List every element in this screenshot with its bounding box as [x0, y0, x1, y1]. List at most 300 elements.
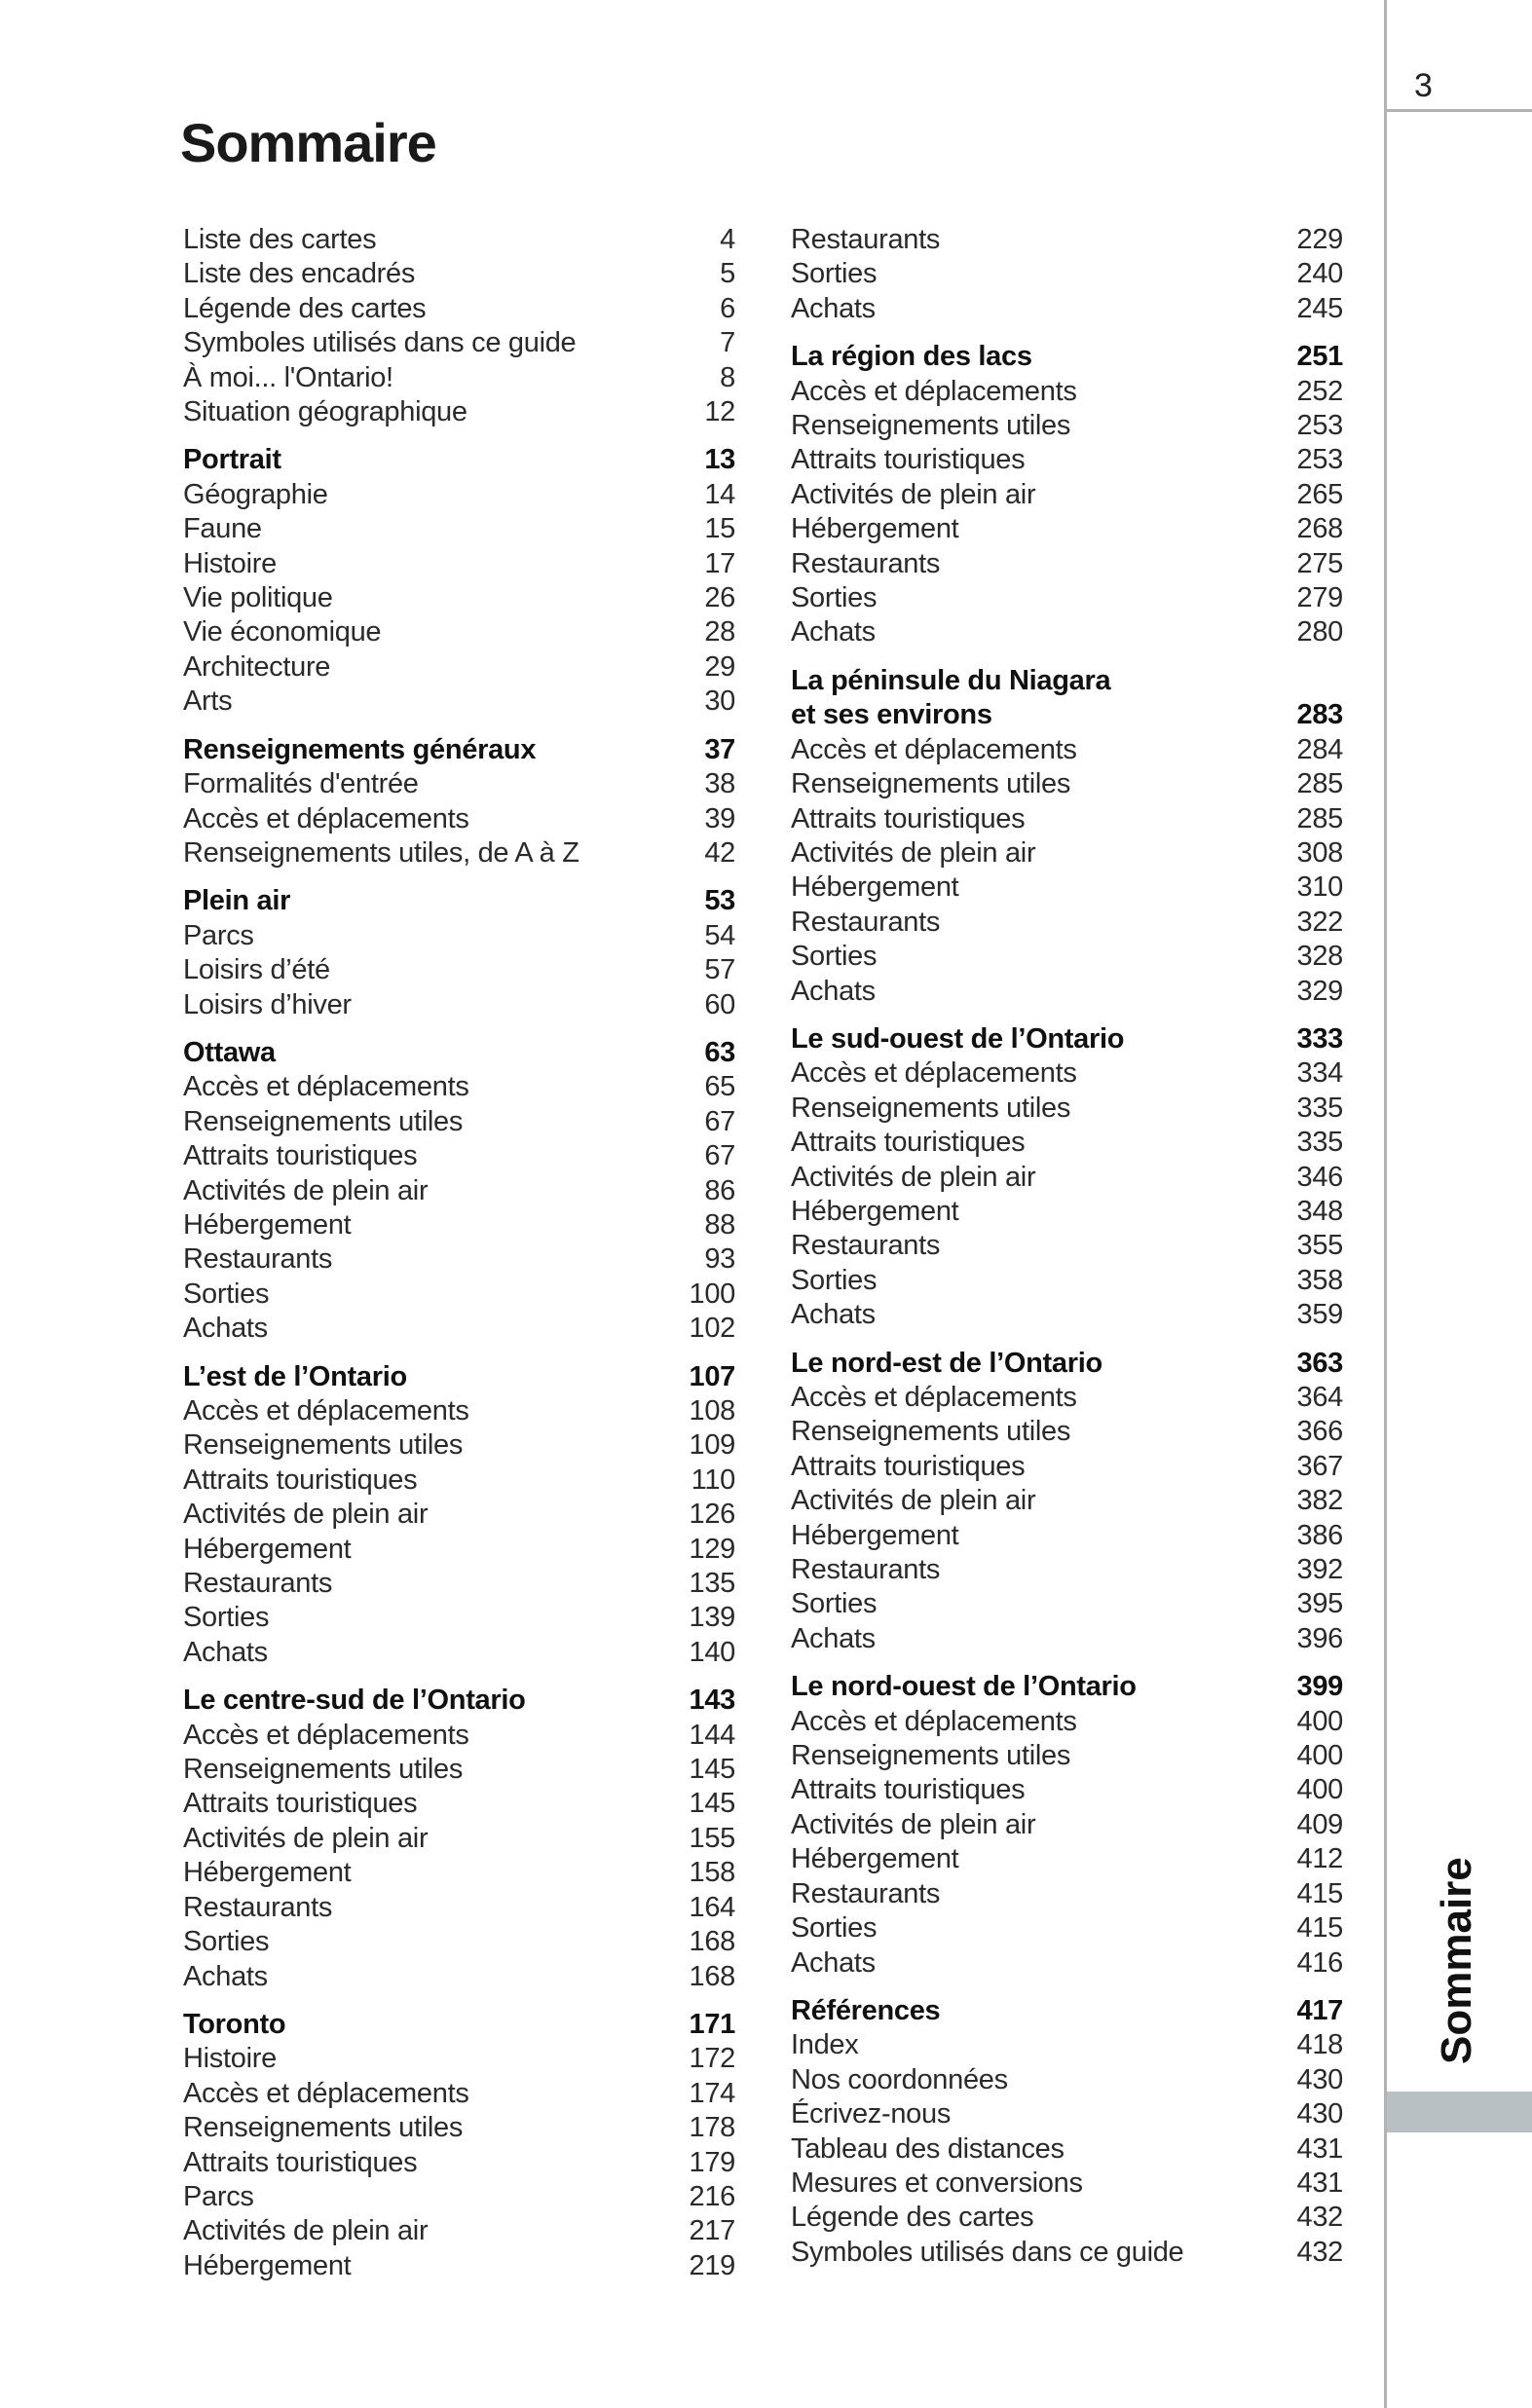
toc-entry[interactable]: [183, 988, 735, 1022]
toc-entry-page: 366: [1296, 1416, 1343, 1448]
toc-entry-page: 216: [689, 2180, 735, 2212]
page-number: 3: [1414, 67, 1433, 104]
toc-entry[interactable]: [791, 802, 1343, 836]
toc-entry[interactable]: [183, 615, 735, 649]
section-heading-page: 399: [1296, 1671, 1343, 1703]
toc-entry-label: Nos coordonnées: [791, 2063, 1008, 2095]
section-heading-label: L’est de l’Ontario: [183, 1360, 407, 1392]
toc-entry[interactable]: [791, 1056, 1343, 1091]
toc-entry-label: Attraits touristiques: [183, 2146, 418, 2178]
toc-section: [183, 1036, 735, 1347]
toc-entry-label: Activités de plein air: [791, 1485, 1036, 1517]
section-heading-page: 171: [689, 2008, 735, 2040]
toc-entry[interactable]: [183, 1174, 735, 1208]
toc-entry-page: 412: [1296, 1843, 1343, 1875]
toc-entry-label: Restaurants: [183, 1891, 333, 1923]
toc-entry-label: Accès et déplacements: [183, 1071, 469, 1103]
section-heading[interactable]: [791, 1347, 1343, 1381]
toc-entry-page: 86: [704, 1174, 735, 1206]
toc-entry-page: 140: [689, 1636, 735, 1668]
section-heading-label: Le nord-est de l’Ontario: [791, 1347, 1102, 1379]
toc-entry-page: 240: [1296, 258, 1343, 290]
toc-entry-label: Attraits touristiques: [791, 444, 1026, 476]
toc-entry-label: Sorties: [183, 1602, 270, 1634]
section-heading-label: Renseignements généraux: [183, 733, 537, 765]
section-heading-page: 107: [689, 1360, 735, 1392]
toc-entry-page: 168: [689, 1960, 735, 1992]
toc-entry-label: Loisirs d’été: [183, 954, 330, 986]
toc-entry-page: 15: [704, 513, 735, 545]
section-heading-label: Ottawa: [183, 1036, 276, 1068]
toc-entry[interactable]: [791, 1264, 1343, 1298]
section-heading[interactable]: [791, 1022, 1343, 1056]
toc-entry[interactable]: [183, 1312, 735, 1346]
toc-entry-label: Symboles utilisés dans ce guide: [183, 327, 577, 359]
section-heading[interactable]: [183, 884, 735, 918]
toc-entry[interactable]: [183, 1925, 735, 1959]
toc-entry-label: Attraits touristiques: [183, 1788, 418, 1820]
toc-entry[interactable]: [183, 1105, 735, 1139]
toc-entry-page: 322: [1296, 906, 1343, 938]
toc-entry-page: 5: [720, 258, 735, 290]
section-heading-page: 363: [1296, 1347, 1343, 1379]
toc-entry[interactable]: [791, 1877, 1343, 1911]
toc-entry-label: Activités de plein air: [791, 1808, 1036, 1840]
toc-entry-page: 229: [1296, 224, 1343, 255]
toc-entry[interactable]: [791, 1195, 1343, 1229]
toc-entry-page: 17: [704, 547, 735, 579]
toc-entry[interactable]: [183, 1601, 735, 1635]
toc-entry-page: 39: [704, 802, 735, 834]
toc-entry-page: 252: [1296, 375, 1343, 407]
toc-entry-label: Achats: [791, 975, 876, 1007]
toc-entry-label: Sorties: [791, 258, 878, 290]
toc-entry-label: Restaurants: [183, 1568, 333, 1600]
toc-entry[interactable]: [791, 2063, 1343, 2097]
section-heading-label: Plein air: [183, 885, 291, 917]
toc-entry-page: 28: [704, 616, 735, 648]
toc-entry-page: 364: [1296, 1382, 1343, 1413]
page-number-box: [1387, 0, 1532, 112]
toc-entry-label: Restaurants: [791, 1230, 941, 1262]
toc-entry-page: 348: [1296, 1195, 1343, 1227]
toc-entry[interactable]: [183, 1567, 735, 1601]
toc-entry-label: Attraits touristiques: [791, 1450, 1026, 1482]
toc-entry-page: 168: [689, 1926, 735, 1958]
toc-entry-label: Renseignements utiles: [183, 1105, 464, 1137]
toc-entry-page: 4: [720, 224, 735, 255]
toc-entry-label: Géographie: [183, 478, 328, 510]
toc-entry[interactable]: [183, 1242, 735, 1277]
toc-entry-label: Liste des encadrés: [183, 258, 416, 290]
section-heading-page: 143: [689, 1685, 735, 1717]
toc-entry[interactable]: [183, 1636, 735, 1670]
toc-entry-page: 431: [1296, 2167, 1343, 2199]
toc-entry[interactable]: [791, 257, 1343, 291]
toc-entry[interactable]: [791, 1911, 1343, 1945]
toc-entry[interactable]: [183, 1719, 735, 1753]
toc-entry-page: 93: [704, 1243, 735, 1276]
toc-entry-page: 275: [1296, 547, 1343, 579]
toc-entry-label: Achats: [791, 1946, 876, 1979]
toc-entry[interactable]: [183, 512, 735, 546]
toc-entry[interactable]: [791, 733, 1343, 767]
toc-section: [183, 443, 735, 719]
toc-entry-label: Hébergement: [791, 513, 959, 545]
sidebar-marker: [1387, 2092, 1532, 2132]
toc-entry-page: 38: [704, 768, 735, 800]
toc-entry[interactable]: [791, 1381, 1343, 1415]
toc-entry[interactable]: [791, 1161, 1343, 1195]
toc-entry[interactable]: [791, 581, 1343, 615]
toc-entry[interactable]: [791, 940, 1343, 974]
toc-entry[interactable]: [791, 1553, 1343, 1587]
toc-entry[interactable]: [183, 650, 735, 685]
toc-entry-label: Renseignements utiles: [183, 1754, 464, 1786]
toc-entry[interactable]: [183, 1960, 735, 1994]
toc-entry[interactable]: [183, 1533, 735, 1567]
toc-entry-label: Attraits touristiques: [183, 1463, 418, 1496]
toc-entry-page: 334: [1296, 1057, 1343, 1090]
toc-entry-page: 219: [689, 2249, 735, 2281]
toc-entry[interactable]: [791, 2132, 1343, 2167]
toc-entry-page: 164: [689, 1891, 735, 1923]
toc-entry-page: 7: [720, 327, 735, 359]
toc-entry-label: Renseignements utiles: [791, 410, 1071, 442]
toc-entry-page: 126: [689, 1499, 735, 1531]
toc-entry-page: 359: [1296, 1299, 1343, 1331]
toc-entry-label: Accès et déplacements: [791, 1705, 1077, 1737]
section-heading-page: 63: [704, 1036, 735, 1068]
toc-entry-label: Hébergement: [791, 871, 959, 904]
toc-entry-label: Accès et déplacements: [183, 1719, 469, 1751]
toc-entry-page: 253: [1296, 410, 1343, 442]
toc-entry[interactable]: [183, 953, 735, 987]
toc-entry-label: Mesures et conversions: [791, 2167, 1083, 2199]
toc-entry[interactable]: [791, 1298, 1343, 1332]
toc-entry-label: Activités de plein air: [183, 1822, 429, 1854]
toc-entry[interactable]: [183, 802, 735, 836]
toc-entry[interactable]: [791, 2097, 1343, 2131]
toc-entry-label: Vie économique: [183, 616, 382, 648]
toc-entry-page: 279: [1296, 582, 1343, 614]
toc-entry-label: Symboles utilisés dans ce guide: [791, 2236, 1184, 2268]
toc-entry-label: Accès et déplacements: [791, 1382, 1077, 1413]
toc-entry[interactable]: [183, 836, 735, 871]
toc-section: [791, 664, 1343, 1009]
toc-entry[interactable]: [183, 1787, 735, 1821]
page-title: Sommaire: [180, 112, 436, 173]
toc-entry-label: Sorties: [183, 1926, 270, 1958]
toc-entry[interactable]: [183, 919, 735, 953]
toc-entry-page: 284: [1296, 733, 1343, 765]
toc-entry-label: Accès et déplacements: [791, 733, 1077, 765]
toc-entry[interactable]: [183, 2042, 735, 2076]
section-heading[interactable]: [791, 698, 1343, 732]
toc-entry[interactable]: [791, 1808, 1343, 1842]
section-heading[interactable]: [183, 1684, 735, 1718]
toc-entry[interactable]: [183, 2111, 735, 2145]
toc-entry[interactable]: [791, 223, 1343, 257]
toc-entry[interactable]: [791, 1842, 1343, 1876]
toc-entry-label: Activités de plein air: [791, 478, 1036, 510]
toc-entry-label: Achats: [791, 292, 876, 324]
toc-entry[interactable]: [791, 478, 1343, 512]
toc-entry-page: 155: [689, 1822, 735, 1854]
toc-entry-label: Faune: [183, 513, 262, 545]
toc-entry-label: Sorties: [791, 941, 878, 973]
toc-entry[interactable]: [183, 1278, 735, 1312]
toc-entry[interactable]: [791, 547, 1343, 581]
toc-entry[interactable]: [791, 615, 1343, 649]
toc-entry-label: Hébergement: [183, 1208, 352, 1241]
toc-entry[interactable]: [791, 2028, 1343, 2062]
section-heading-label: Le sud-ouest de l’Ontario: [791, 1022, 1125, 1055]
toc-entry[interactable]: [791, 443, 1343, 477]
toc-entry-page: 102: [689, 1313, 735, 1345]
toc-entry-label: Achats: [183, 1313, 268, 1345]
toc-entry-label: Vie politique: [183, 582, 333, 614]
toc-entry-page: 382: [1296, 1485, 1343, 1517]
toc-entry[interactable]: [183, 2249, 735, 2283]
toc-entry-label: Situation géographique: [183, 396, 467, 428]
section-heading-label: La région des lacs: [791, 341, 1032, 373]
toc-entry-page: 65: [704, 1071, 735, 1103]
toc-entry-label: Accès et déplacements: [791, 375, 1077, 407]
toc-entry-page: 415: [1296, 1912, 1343, 1945]
toc-section: [183, 223, 735, 429]
toc-entry-label: Architecture: [183, 650, 331, 683]
toc-section: [791, 1022, 1343, 1333]
toc-section: [183, 2008, 735, 2283]
toc-entry-page: 245: [1296, 292, 1343, 324]
toc-entry[interactable]: [791, 409, 1343, 443]
toc-entry-label: Hébergement: [791, 1195, 959, 1227]
toc-entry[interactable]: [791, 1587, 1343, 1621]
toc-entry-page: 67: [704, 1140, 735, 1172]
section-heading[interactable]: [183, 1036, 735, 1070]
toc-entry-page: 158: [689, 1857, 735, 1889]
toc-entry-label: Attraits touristiques: [183, 1140, 418, 1172]
toc-entry-label: Index: [791, 2029, 859, 2061]
toc-entry-page: 12: [704, 396, 735, 428]
toc-entry[interactable]: [791, 1705, 1343, 1739]
toc-entry-label: Restaurants: [791, 547, 941, 579]
toc-entry-page: 30: [704, 685, 735, 718]
toc-entry-label: Tableau des distances: [791, 2132, 1065, 2165]
toc-entry-page: 268: [1296, 513, 1343, 545]
toc-entry-label: Sorties: [791, 582, 878, 614]
toc-entry-page: 67: [704, 1105, 735, 1137]
section-heading-label: Toronto: [183, 2008, 286, 2040]
toc-entry[interactable]: [183, 1498, 735, 1532]
toc-entry[interactable]: [183, 2077, 735, 2111]
toc-entry[interactable]: [791, 1229, 1343, 1263]
toc-entry[interactable]: [183, 1208, 735, 1242]
toc-entry-label: Renseignements utiles: [791, 768, 1071, 800]
section-heading[interactable]: [791, 1994, 1343, 2028]
toc-entry-page: 178: [689, 2112, 735, 2144]
toc-entry[interactable]: [791, 1126, 1343, 1160]
toc-entry-label: Renseignements utiles: [183, 2112, 464, 2144]
toc-entry-page: 355: [1296, 1230, 1343, 1262]
toc-entry-page: 346: [1296, 1161, 1343, 1193]
toc-entry[interactable]: [791, 1622, 1343, 1656]
toc-entry[interactable]: [791, 512, 1343, 546]
toc-entry-page: 416: [1296, 1946, 1343, 1979]
toc-entry-label: Achats: [791, 1622, 876, 1654]
toc-entry[interactable]: [183, 767, 735, 801]
toc-entry[interactable]: [791, 1946, 1343, 1981]
toc-entry[interactable]: [183, 1070, 735, 1104]
toc-entry-page: 329: [1296, 975, 1343, 1007]
toc-entry[interactable]: [791, 1092, 1343, 1126]
toc-entry-page: 432: [1296, 2202, 1343, 2234]
toc-entry-label: Parcs: [183, 2180, 254, 2212]
toc-entry-page: 409: [1296, 1808, 1343, 1840]
toc-entry[interactable]: [183, 547, 735, 581]
section-heading[interactable]: [183, 733, 735, 767]
toc-entry[interactable]: [791, 375, 1343, 409]
sidebar-tab: [1384, 0, 1532, 2408]
section-heading-line[interactable]: La péninsule du Niagara: [791, 664, 1111, 696]
toc-section: [791, 1994, 1343, 2270]
section-heading[interactable]: [183, 1360, 735, 1394]
toc-entry[interactable]: [183, 223, 735, 257]
toc-entry-page: 217: [689, 2215, 735, 2247]
toc-entry-page: 54: [704, 919, 735, 951]
toc-entry[interactable]: [791, 1519, 1343, 1553]
toc-entry[interactable]: [183, 1394, 735, 1428]
section-heading[interactable]: [183, 2008, 735, 2042]
toc-entry-page: 431: [1296, 2132, 1343, 2165]
toc-entry-page: 400: [1296, 1740, 1343, 1772]
toc-entry-page: 100: [689, 1278, 735, 1310]
toc-entry[interactable]: [183, 478, 735, 512]
toc-entry[interactable]: [183, 1822, 735, 1856]
toc-entry-label: Renseignements utiles: [791, 1740, 1071, 1772]
toc-entry[interactable]: [183, 292, 735, 326]
toc-entry-label: Sorties: [791, 1264, 878, 1296]
toc-entry-label: Légende des cartes: [183, 292, 427, 324]
toc-entry-label: Attraits touristiques: [791, 802, 1026, 834]
toc-entry-page: 60: [704, 988, 735, 1020]
section-heading-label: Le centre-sud de l’Ontario: [183, 1685, 526, 1717]
toc-entry-label: Renseignements utiles: [791, 1092, 1071, 1124]
toc-entry[interactable]: [183, 1856, 735, 1890]
toc-entry[interactable]: [791, 1773, 1343, 1807]
toc-entry-page: 179: [689, 2146, 735, 2178]
toc-entry-label: Activités de plein air: [183, 1174, 429, 1206]
toc-entry-page: 418: [1296, 2029, 1343, 2061]
toc-entry[interactable]: [183, 1428, 735, 1463]
toc-entry-label: Activités de plein air: [791, 1161, 1036, 1193]
toc-entry-label: Restaurants: [183, 1243, 333, 1276]
toc-section: [183, 884, 735, 1022]
toc-entry[interactable]: [183, 581, 735, 615]
toc-entry-page: 29: [704, 650, 735, 683]
toc-entry-label: Restaurants: [791, 224, 941, 255]
toc-entry-label: Restaurants: [791, 1554, 941, 1586]
toc-entry[interactable]: [183, 1891, 735, 1925]
toc-entry[interactable]: [791, 836, 1343, 871]
toc-entry-label: Légende des cartes: [791, 2202, 1034, 2234]
toc-entry-page: 335: [1296, 1127, 1343, 1159]
toc-entry[interactable]: [791, 2167, 1343, 2201]
toc-entry-label: Loisirs d’hiver: [183, 988, 352, 1020]
toc-entry[interactable]: [183, 361, 735, 395]
toc-entry-page: 432: [1296, 2236, 1343, 2268]
toc-entry-page: 280: [1296, 616, 1343, 648]
toc-entry-page: 367: [1296, 1450, 1343, 1482]
toc-entry[interactable]: [183, 2180, 735, 2214]
toc-entry[interactable]: [183, 257, 735, 291]
toc-entry-page: 392: [1296, 1554, 1343, 1586]
toc-entry[interactable]: [791, 1739, 1343, 1773]
toc-entry-page: 310: [1296, 871, 1343, 904]
section-heading-page: 333: [1296, 1022, 1343, 1055]
toc-entry[interactable]: [791, 1415, 1343, 1449]
toc-entry-page: 430: [1296, 2098, 1343, 2130]
toc-entry[interactable]: [791, 2236, 1343, 2270]
toc-entry[interactable]: [791, 292, 1343, 326]
toc-entry-label: Arts: [183, 685, 233, 718]
toc-entry[interactable]: [183, 2214, 735, 2248]
toc-entry[interactable]: [183, 326, 735, 360]
toc-section: [791, 340, 1343, 650]
toc-entry-label: Restaurants: [791, 1877, 941, 1909]
toc-entry[interactable]: [791, 2201, 1343, 2235]
toc-entry-label: Hébergement: [183, 1857, 352, 1889]
toc-entry-label: Écrivez-nous: [791, 2098, 952, 2130]
toc-entry[interactable]: [183, 1139, 735, 1173]
toc-entry-label: Hébergement: [791, 1843, 959, 1875]
toc-section: [791, 223, 1343, 326]
toc-entry[interactable]: [791, 1484, 1343, 1518]
toc-entry-label: Parcs: [183, 919, 254, 951]
toc-entry-page: 57: [704, 954, 735, 986]
toc-entry-label: Achats: [791, 1299, 876, 1331]
section-heading-label: Le nord-ouest de l’Ontario: [791, 1671, 1137, 1703]
toc-entry[interactable]: [791, 1450, 1343, 1484]
section-heading-label: Références: [791, 1994, 941, 2026]
toc-entry[interactable]: [183, 1463, 735, 1498]
section-heading[interactable]: [791, 1670, 1343, 1704]
toc-entry[interactable]: [791, 975, 1343, 1009]
toc-entry[interactable]: [183, 685, 735, 719]
toc-entry[interactable]: [791, 871, 1343, 905]
toc-entry[interactable]: [183, 2146, 735, 2180]
toc-entry[interactable]: [183, 395, 735, 429]
toc-entry-label: Renseignements utiles: [183, 1429, 464, 1462]
toc-entry-label: Accès et déplacements: [183, 1395, 469, 1426]
toc-section: [183, 1684, 735, 1994]
toc-section: [791, 1347, 1343, 1657]
toc-entry-page: 26: [704, 582, 735, 614]
toc-entry-label: Accès et déplacements: [183, 2077, 469, 2109]
section-heading-page: 417: [1296, 1994, 1343, 2026]
toc-entry-label: Accès et déplacements: [183, 802, 469, 834]
toc-entry[interactable]: [791, 767, 1343, 801]
section-heading[interactable]: [791, 340, 1343, 374]
section-heading[interactable]: [183, 443, 735, 477]
toc-right-column: [791, 223, 1343, 2283]
toc-section: [183, 1360, 735, 1671]
toc-entry[interactable]: [183, 1753, 735, 1787]
toc-entry-label: Activités de plein air: [183, 1499, 429, 1531]
toc-entry[interactable]: [791, 906, 1343, 940]
toc-entry-label: Accès et déplacements: [791, 1057, 1077, 1090]
